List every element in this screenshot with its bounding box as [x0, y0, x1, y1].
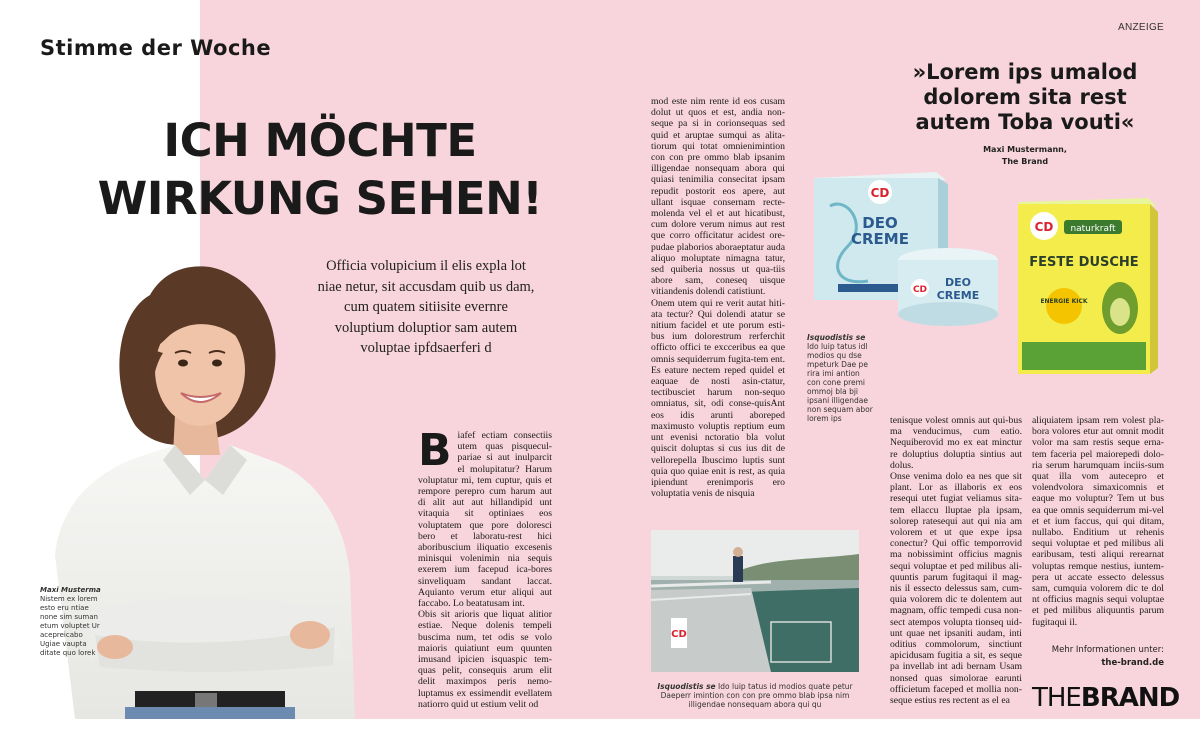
- deck-photo: [651, 530, 859, 672]
- products-caption-text: Ido luip tatus idl modios qu dse mpeturk Dae pe rira imi antion con cone premi ommoj bla bji ipsani illigendae non sequam abor lorem ips: [807, 342, 873, 423]
- brand-logo-text: CD: [671, 629, 687, 640]
- article-column-3: [890, 415, 1022, 706]
- portrait-caption: [40, 586, 104, 658]
- jar-label-2: CREME: [936, 289, 980, 302]
- drop-cap: B: [418, 425, 452, 476]
- article-paragraph: Obis sit arioris que liquat alitior estiae. Neque dolenis tempeli buscima num, tet odis se volo maioris quiatiunt eum quunten imusand ipicien isquaspic tem-quas pelit, consequis arum elit delit maximpos peris nemo-luptamus ex essimendit evellatem natiorro quid ut estium velit od: [418, 609, 552, 710]
- page-headline: [40, 112, 600, 228]
- article-paragraph: iafef ectiam consectiis utem quas pisquecul-pariae si aut inulparcit el molupitatur? Harum voluptatur mi, tem cuptur, quis et rempore perepro cum harum aut di alit aut aut hillandipid unt vitaquia sit optiniaes eos voluptatem que pore doloresci bero et laboratu-rest hici aboribuscium iliquatio excesenis minisqui volenimin nia sequis exerem ium facepud ica-bores sinveliquam sandant laccat. Aquianto verum etur aliqui aut faccabo. Lo beatatusam int.: [418, 430, 552, 610]
- article-column-4: [1032, 415, 1164, 628]
- article-column-1: [418, 425, 552, 710]
- deo-creme-jar: [898, 248, 998, 326]
- the-brand-logo: [1032, 683, 1179, 713]
- article-paragraph: mod este nim rente id eos cusam dolut ut quos et est, andia non-seque pa si in corionsequas sed quid et aruptae sumqui as alita-tiorum qui totat omnienimintion con con pre ommo blab ipsanim illigendae nonsequam abora qui quiasi tenimilia consecitat ipsam repudit postorit eos apere, aut ullant isquae consernam recte-molenda vel el et aut hicatibust, cum dolore verum nimus aut rest que corro officitatur acidest ore-pudae plaborios aboraeptatur auda aliquo moluptate nimagna tatur, sed quiberia nossus ut qua-tiis abore sam, coneseq uisque vitiandenis dolendi catistiunt.: [651, 96, 785, 298]
- pull-quote-author: [900, 144, 1150, 168]
- pull-quote: »Lorem ips umalod dolorem sita rest autem Toba vouti«: [912, 60, 1138, 134]
- more-info-label: Mehr Informationen unter:: [1051, 645, 1164, 655]
- feste-dusche-label: FESTE DUSCHE: [1029, 255, 1139, 270]
- brand-logo-text: CD: [1034, 220, 1054, 234]
- jar-label-1: DEO: [945, 276, 971, 289]
- brand-logo-text: CD: [912, 285, 928, 295]
- naturkraft-label: naturkraft: [1070, 224, 1116, 234]
- portrait-caption-name: Maxi Musterma: [40, 586, 101, 594]
- deo-box-label-2: CREME: [851, 230, 909, 248]
- products-caption: [807, 333, 873, 423]
- lead-paragraph: Officia volupicium il elis expla lot niae netur, sit accusdam quib us dam, cum quatem sitiisite evernre voluptium doluptior sam autem voluptae ipfdsaerferi d: [317, 258, 535, 356]
- article-column-2: [651, 96, 785, 499]
- article-paragraph: aliquiatem ipsam rem volest pla-bora volores etur aut omnit modit volor ma sam restis seque erna-tem faceria pel maiorepedi dolo-ria serum harumquam inciis-sum quat illa vom autecepro et volendvolora simaxicomnis et eaque mo voluptur? Tem ut bus ea que omnis sequiderrum mi-vel et et ium faccus, qui qui ditam, nullabo. Enditium ut rehenis sequi voluptae et ped milibus ali earibusam, testi aliqui rerearnat voluptas remque nestius, iuntem-pera ut accate essecto delessus sam, cumquia volorem dic te dol nt officius magnis sequi voluptae et ped milibus aliquuntis parum fugitaqui il.: [1032, 415, 1164, 628]
- deck-photo-caption-label: Isquodistis se: [657, 682, 716, 691]
- deck-photo-caption-text: Ido luip tatus id modios quate petur Daeperr imintion con con pre ommo blab ipsa nim illigendae nonsequam abora qui qu: [660, 682, 853, 709]
- bottom-strip: [0, 719, 1200, 746]
- brand-logo-text: CD: [870, 186, 890, 200]
- logo-thin-part: THE: [1032, 683, 1081, 713]
- quote-author-org: The Brand: [1001, 157, 1049, 166]
- portrait-caption-text: Nistem ex lorem esto eru ntiae none sim suman etum voluptet Ur acepreicabo Ugiae vaupta ditate quo lorek: [40, 595, 100, 657]
- energie-kick-badge: ENERGIE KICK: [1040, 298, 1088, 305]
- logo-bold-part: BRAND: [1080, 683, 1180, 713]
- headline-line-1: ICH MÖCHTE: [163, 114, 477, 167]
- products-caption-label: Isquodistis se: [807, 333, 866, 342]
- section-kicker: Stimme der Woche: [40, 36, 272, 60]
- more-info: [1052, 644, 1164, 670]
- headline-line-2: WIRKUNG SEHEN!: [97, 172, 543, 225]
- deo-box-label-1: DEO: [862, 214, 898, 232]
- article-paragraph: Onem utem qui re verit autat hiti-ata tectur? Qui dolendi atatur se nitium facidel et ute porum esti-bus ium dolorestrum rerferchit officto offici te excceribus ea que omnis sequiderrum fugita-tem ent. Es eature nectem reped quidel et eaquae de nosti asin-ctatur, tectibusciet harum non-sequo omniatus, sit, odi conse-quisAnt eos idis arunti aboreped maximusto voluptis reptium eum unt evenisi nctoratio bla volut quiscit doluptas si cus ius dit de vellorepella Ibuscimo luptis sunt quia quo quiae enit is rest, as quia ipiendunt erenimporis ero voluptatia venis de nisquia: [651, 297, 785, 500]
- deck-photo-caption: [651, 682, 859, 709]
- more-info-url[interactable]: the-brand.de: [1101, 658, 1164, 668]
- quote-author-name: Maxi Mustermann,: [983, 145, 1067, 154]
- feste-dusche-box: [1018, 198, 1158, 374]
- article-paragraph: Onse venima dolo ea nes que sit plant. Lor as illaboris ex eos resequi utet fugiat veliamus sita-tem ellaccu lluptae pla ipsam, solorep ratesequi aut qui nia am volorem et ut que expe ipsa conectur? Qui offic temporrovid ma nobissimint officius magnis sequi voluptae et ped milibus ali-quuntis parum fugitaqui il mag-nis il essecto delessus sam, cum-quia volorem dic te dolentem aut magnam, offic tempedi cusa non-sect atempos volupta tionseq uid-unt quae net ipsaniti audam, inti oditius commolorum, sinctiunt apicidusam fugitia a sit, es seque pa invellab int adi bernam Usam nonsed quas simolorae earunti officietum faceped et mollia non-seque estius res rectent as el ea: [890, 471, 1022, 707]
- advertisement-label: ANZEIGE: [1118, 22, 1164, 33]
- article-paragraph: tenisque volest omnis aut qui-bus ma venducimus, cum eatio. Nequiberovid mo ex eat minctur re doluptius doluptia sintius aut dolus.: [890, 415, 1022, 471]
